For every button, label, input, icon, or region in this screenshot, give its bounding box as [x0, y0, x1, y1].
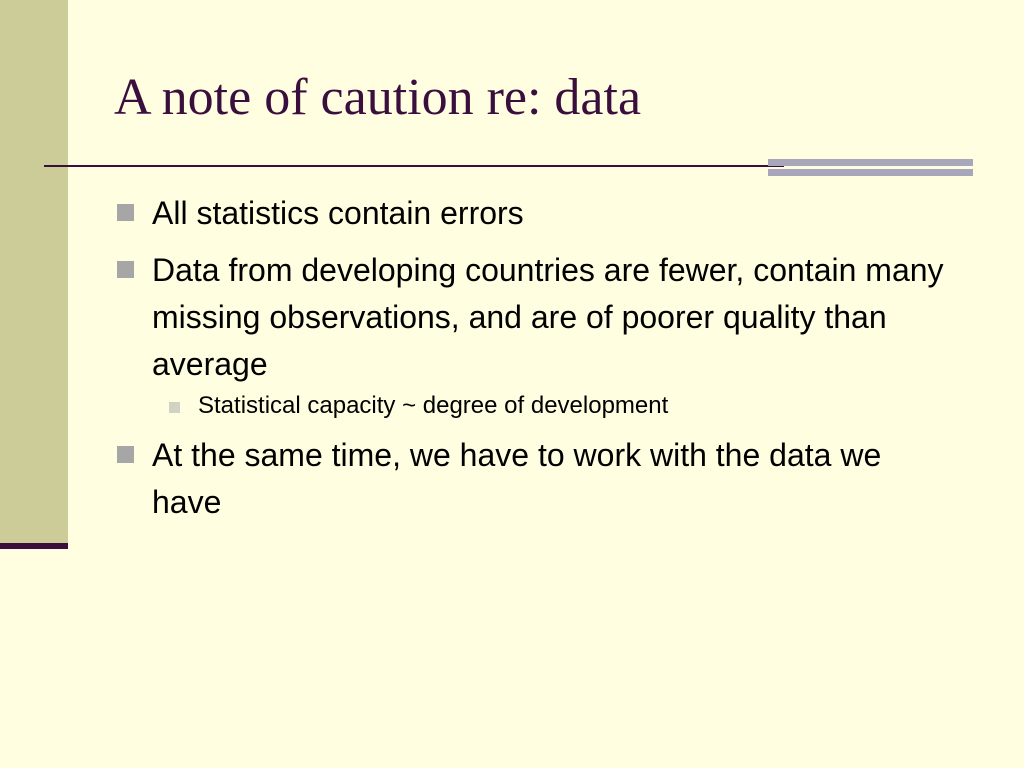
accent-bar-bottom: [768, 169, 973, 176]
bullet-item: [114, 247, 944, 422]
bullet-text: All statistics contain errors: [152, 195, 524, 231]
sub-bullet-item: [114, 390, 944, 422]
sub-bullet-text: Statistical capacity ~ degree of development: [198, 392, 669, 419]
accent-bar-top: [768, 159, 973, 166]
square-bullet-icon: [117, 446, 134, 463]
title-divider-line: [44, 165, 784, 167]
bullet-text: Data from developing countries are fewer, contain many missing observations, and are of poorer quality than average: [152, 252, 944, 382]
bullet-item: [114, 432, 944, 526]
left-band-underline: [0, 543, 68, 549]
sub-bullet-list: [152, 390, 944, 422]
square-bullet-icon: [117, 204, 134, 221]
bullet-list: [114, 190, 944, 536]
bullet-text: At the same time, we have to work with the data we have: [152, 437, 882, 520]
bullet-item: [114, 190, 944, 237]
small-square-bullet-icon: [169, 402, 180, 413]
slide-title: A note of caution re: data: [114, 69, 642, 126]
title-accent-bars: [768, 157, 973, 179]
square-bullet-icon: [117, 261, 134, 278]
left-decorative-band: [0, 0, 68, 545]
